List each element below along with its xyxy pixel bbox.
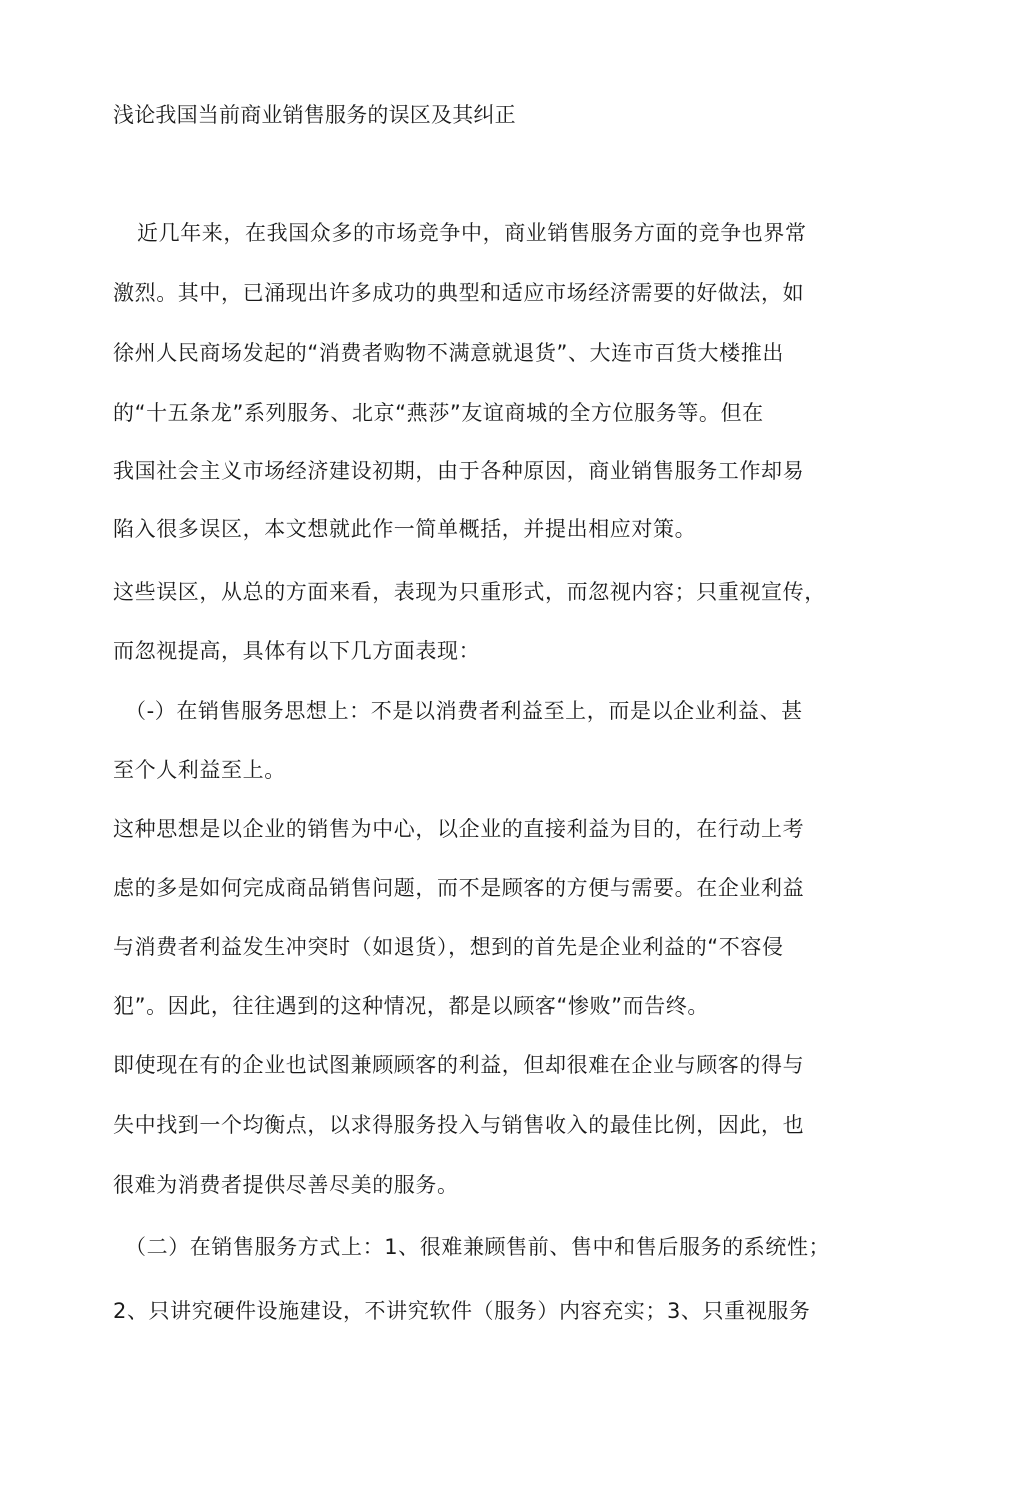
paragraph-line-5: 我国社会主义市场经济建设初期，由于各种原因，商业销售服务工作却易 bbox=[113, 459, 805, 483]
paragraph-line-19: 2、只讲究硬件设施建设，不讲究软件（服务）内容充实；3、只重视服务 bbox=[113, 1299, 811, 1323]
paragraph-line-14: 犯”。因此，往往遇到的这种情况，都是以顾客“惨败”而告终。 bbox=[113, 994, 710, 1018]
paragraph-line-8: 而忽视提高，具体有以下几方面表现： bbox=[113, 639, 481, 663]
paragraph-line-10: 至个人利益至上。 bbox=[113, 758, 286, 782]
paragraph-line-1: 近几年来，在我国众多的市场竞争中，商业销售服务方面的竞争也界常 bbox=[137, 221, 807, 245]
paragraph-line-17: 很难为消费者提供尽善尽美的服务。 bbox=[113, 1173, 459, 1197]
section-heading-1: （-）在销售服务思想上：不是以消费者利益至上，而是以企业利益、甚 bbox=[125, 699, 803, 723]
paragraph-line-2: 激烈。其中，已涌现出许多成功的典型和适应市场经济需要的好做法，如 bbox=[113, 281, 805, 305]
paragraph-line-4: 的“十五条龙”系列服务、北京“燕莎”友谊商城的全方位服务等。但在 bbox=[113, 401, 764, 425]
paragraph-line-16: 失中找到一个均衡点，以求得服务投入与销售收入的最佳比例，因此，也 bbox=[113, 1113, 805, 1137]
paragraph-line-12: 虑的多是如何完成商品销售问题，而不是顾客的方便与需要。在企业利益 bbox=[113, 876, 805, 900]
paragraph-line-15: 即使现在有的企业也试图兼顾顾客的利益，但却很难在企业与顾客的得与 bbox=[113, 1053, 805, 1077]
paragraph-line-6: 陷入很多误区，本文想就此作一简单概括，并提出相应对策。 bbox=[113, 517, 697, 541]
section-heading-2: （二）在销售服务方式上：1、很难兼顾售前、售中和售后服务的系统性； bbox=[125, 1235, 831, 1259]
paragraph-line-11: 这种思想是以企业的销售为中心，以企业的直接利益为目的，在行动上考 bbox=[113, 817, 805, 841]
document-title: 浅论我国当前商业销售服务的误区及其纠正 bbox=[113, 103, 516, 127]
paragraph-line-3: 徐州人民商场发起的“消费者购物不满意就退货”、大连市百货大楼推出 bbox=[113, 341, 784, 365]
paragraph-line-13: 与消费者利益发生冲突时（如退货），想到的首先是企业利益的“不容侵 bbox=[113, 935, 784, 959]
paragraph-line-7: 这些误区，从总的方面来看，表现为只重形式，而忽视内容；只重视宣传， bbox=[113, 580, 826, 604]
